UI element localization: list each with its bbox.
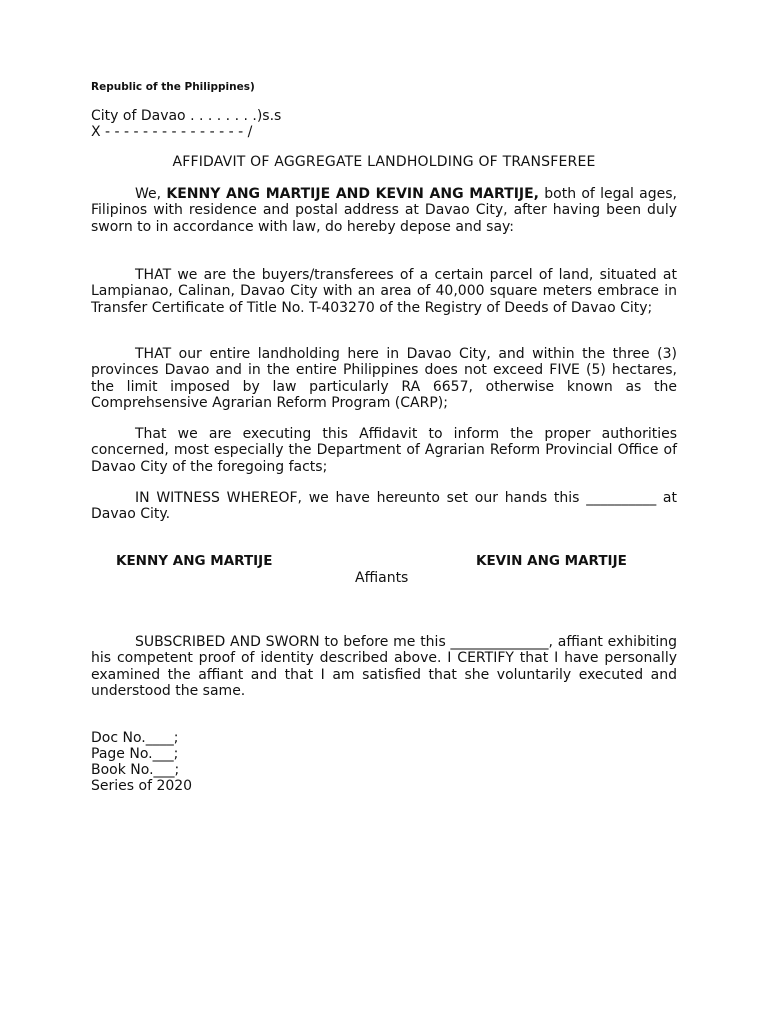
series-year: Series of 2020 xyxy=(91,778,193,794)
intro-start: We, xyxy=(135,186,167,202)
affiants-label: Affiants xyxy=(355,570,409,586)
paragraph-intro xyxy=(91,186,677,235)
paragraph-purpose: That we are executing this Affidavit to inform the proper authorities concerned, most especially the Department of Agrarian Reform Provincial Office of Davao City of the foregoing facts; xyxy=(91,426,677,475)
doc-number: Doc No.____; xyxy=(91,730,179,746)
book-number: Book No.___; xyxy=(91,762,180,778)
document-title: AFFIDAVIT OF AGGREGATE LANDHOLDING OF TRANSFEREE xyxy=(172,154,596,170)
venue-x-line: X - - - - - - - - - - - - - - - / xyxy=(91,124,253,140)
signature-name-right: KEVIN ANG MARTIJE xyxy=(476,553,627,569)
page-number: Page No.___; xyxy=(91,746,179,762)
paragraph-jurat: SUBSCRIBED AND SWORN to before me this ______________, affiant exhibiting his competent proof of identity described above. I CERTIFY that I have personally examined the affiant and that I am satisfied that she voluntarily executed and understood the same. xyxy=(91,634,677,699)
republic-header: Republic of the Philippines) xyxy=(91,81,255,93)
paragraph-landholding-limit: THAT our entire landholding here in Davao City, and within the three (3) provinces Davao and in the entire Philippines does not exceed FIVE (5) hectares, the limit imposed by law particularly RA 6657, otherwise known as the Comprehsensive Agrarian Reform Program (CARP); xyxy=(91,346,677,411)
intro-rest: both of legal ages, Filipinos with residence and postal address at Davao City, after having been duly sworn to in accordance with law, do hereby depose and say: xyxy=(91,186,677,235)
affiant-names: KENNY ANG MARTIJE AND KEVIN ANG MARTIJE, xyxy=(166,186,540,202)
paragraph-land-purchase: THAT we are the buyers/transferees of a certain parcel of land, situated at Lampianao, Calinan, Davao City with an area of 40,000 square meters embrace in Transfer Certificate of Title No. T-403270 of the Registry of Deeds of Davao City; xyxy=(91,267,677,316)
signature-name-left: KENNY ANG MARTIJE xyxy=(116,553,273,569)
paragraph-witness: IN WITNESS WHEREOF, we have hereunto set our hands this __________ at Davao City. xyxy=(91,490,677,523)
city-venue-line: City of Davao . . . . . . . .)s.s xyxy=(91,108,282,124)
